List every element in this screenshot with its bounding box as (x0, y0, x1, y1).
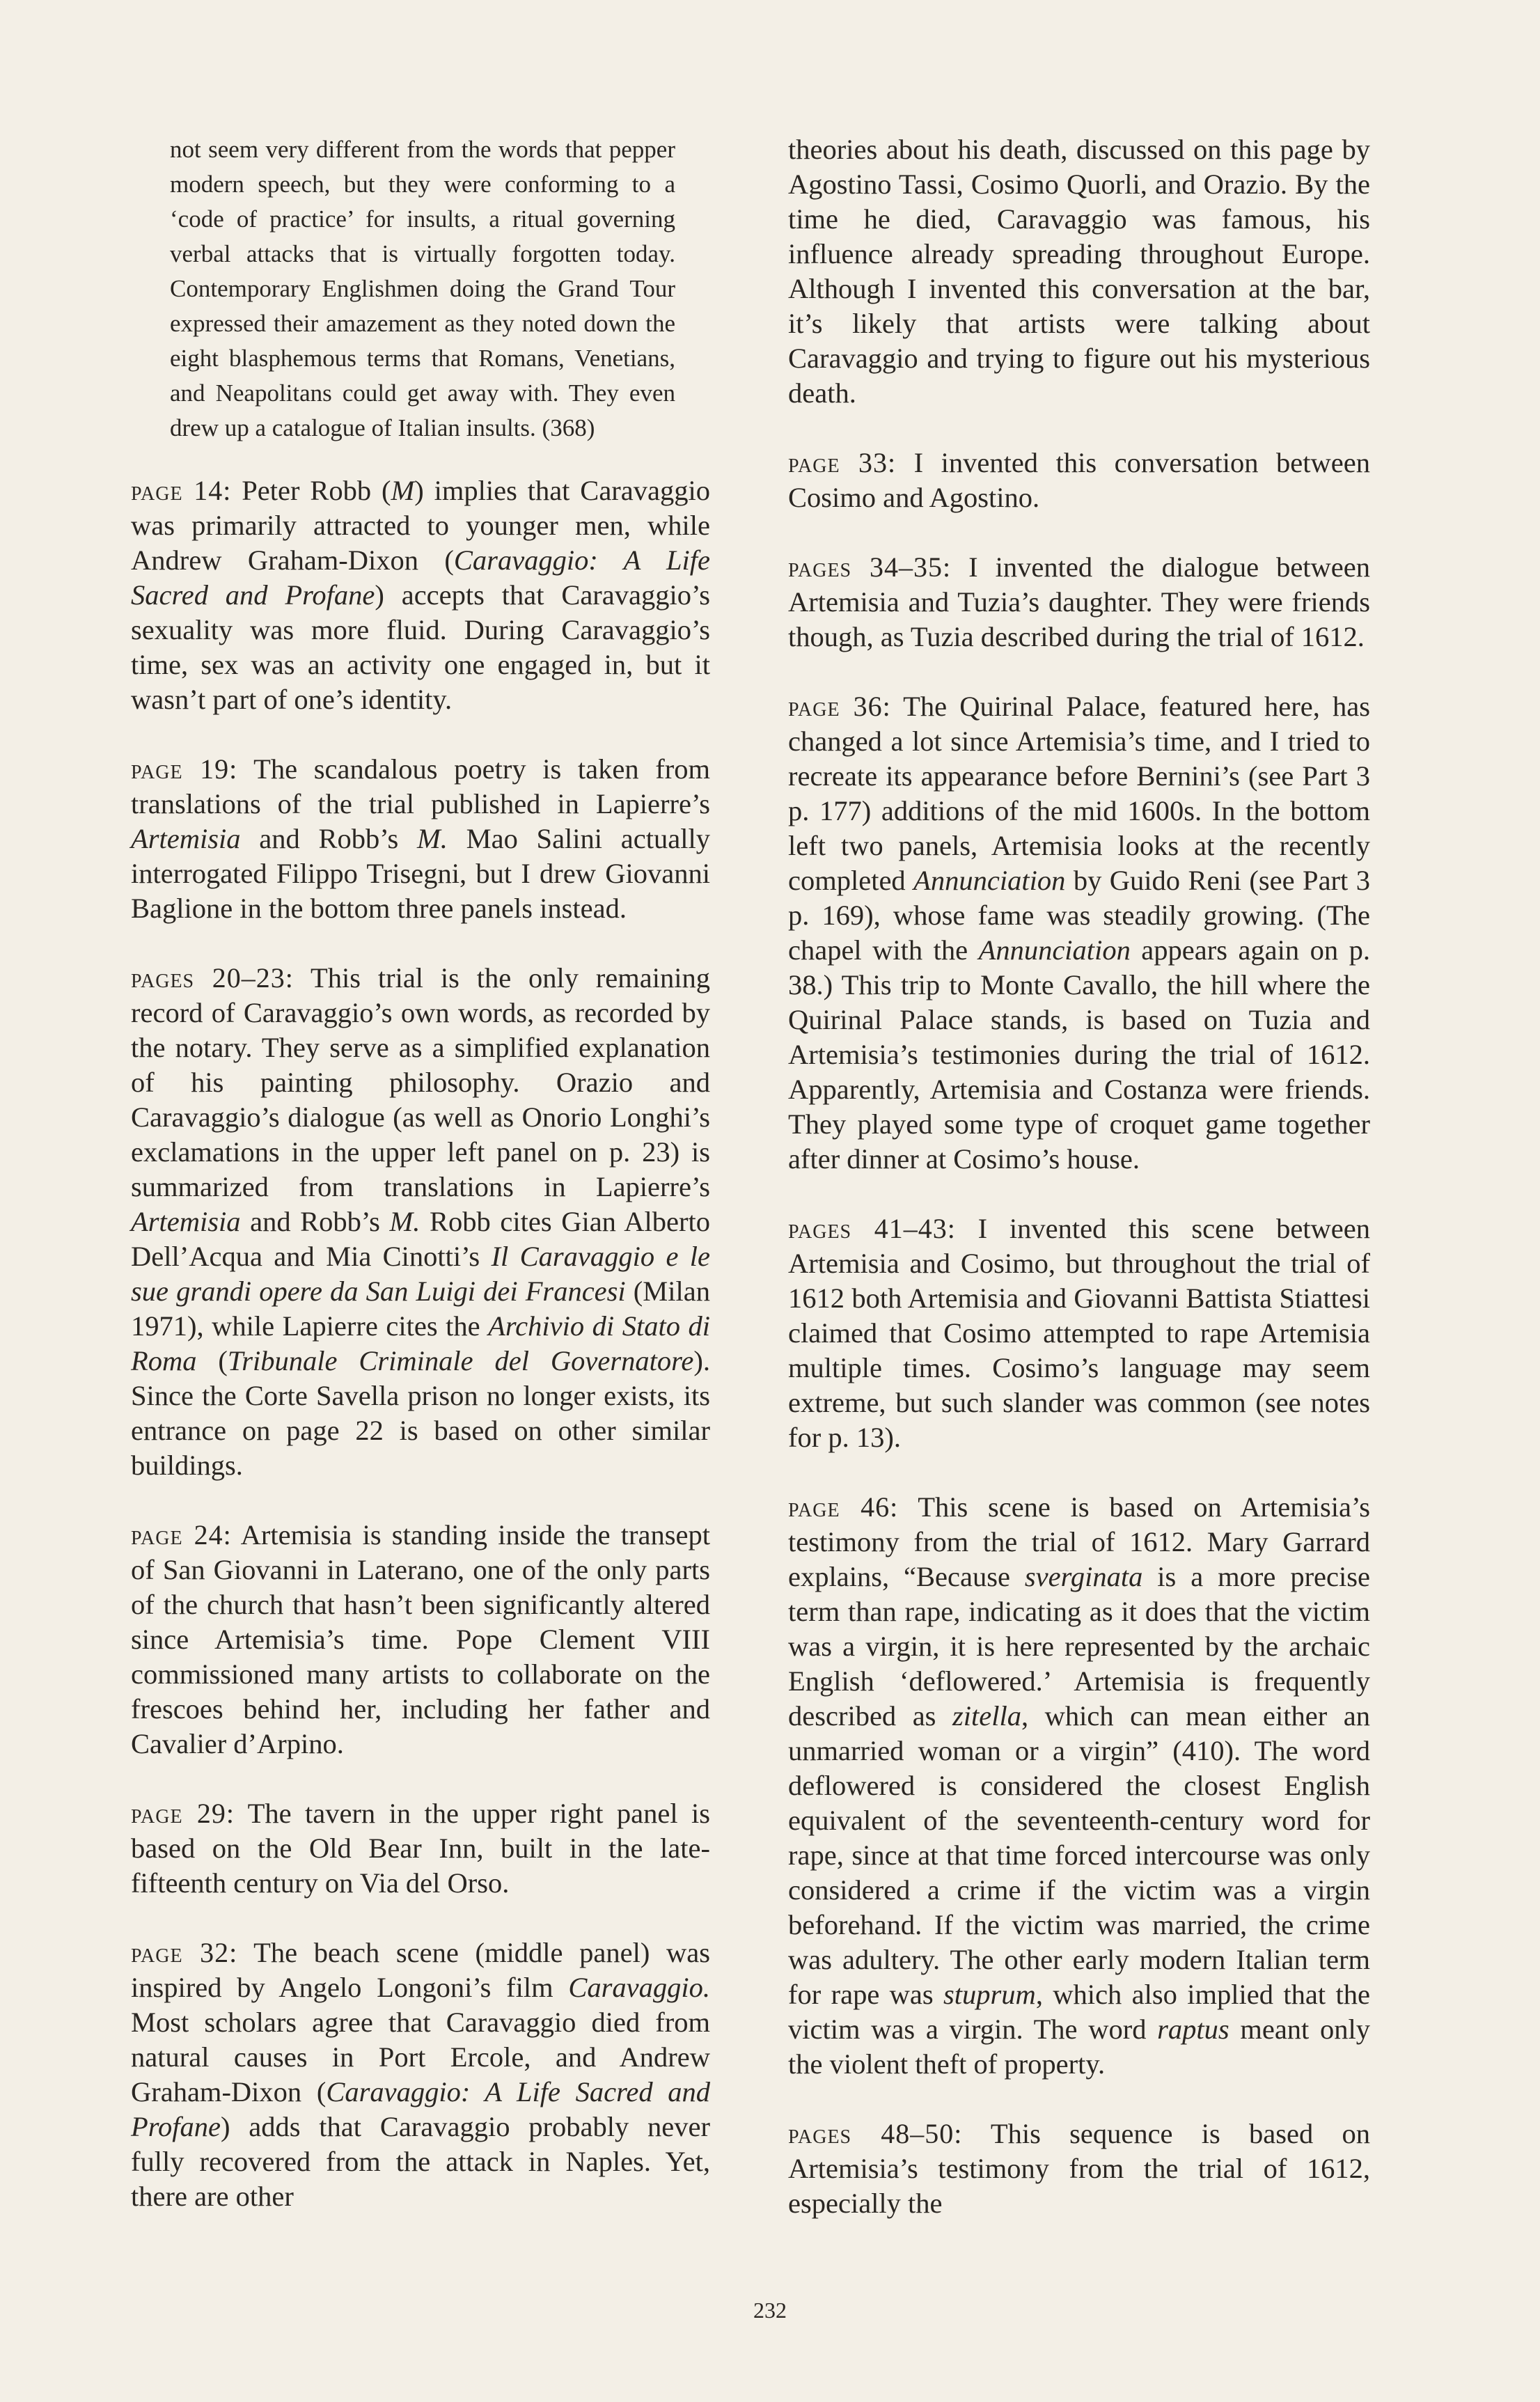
note-text: I invented this conversation between Cosimo and Agostino. (788, 447, 1370, 513)
italic-title: Tribunale Criminale del Governatore (227, 1345, 694, 1376)
note-text: ) adds that Caravaggio probably never fully recovered from the attack in Naples. Yet, there are other (131, 2111, 710, 2212)
note-page-label: page 32: (131, 1937, 238, 1968)
note-text: The Quirinal Palace, featured here, has changed a lot since Artemisia’s time, and I tried to recreate its appearance before Bernini’s (see Part 3 p. 177) additions of the mid 1600s. In the bottom left two panels, Artemisia looks at the recently completed (788, 691, 1370, 896)
italic-title: Artemisia (131, 1206, 241, 1237)
page-body (131, 132, 1370, 2221)
left-note (131, 473, 710, 717)
note-page-label: page 24: (131, 1519, 232, 1551)
right-note (788, 446, 1370, 515)
note-page-label: page 19: (131, 753, 238, 785)
note-text: and Robb’s (240, 823, 417, 854)
note-text: by Guido Reni (see Part 3 p. 169), whose fame was steadily growing. (The chapel with the (788, 865, 1370, 966)
note-text: The tavern in the upper right panel is based on the Old Bear Inn, built in the late-fifteenth century on Via del Orso. (131, 1798, 711, 1899)
italic-title: Annunciation (978, 934, 1131, 966)
note-text: Most scholars agree that Caravaggio died from natural causes in Port Ercole, and Andrew Graham-Dixon ( (131, 2007, 710, 2107)
note-text: and Robb’s (240, 1206, 390, 1237)
note-text: ( (196, 1345, 228, 1376)
italic-title: sverginata (1024, 1561, 1143, 1592)
right-note (788, 1211, 1370, 1455)
italic-title: Caravaggio: A Life Sacred and Profane (131, 2076, 710, 2142)
left-note (131, 1936, 710, 2214)
left-note (131, 752, 710, 926)
note-text: ) accepts that Caravaggio’s sexuality was more fluid. During Caravaggio’s time, sex was an activity one engaged in, but it wasn’t part of one’s identity. (131, 579, 711, 715)
italic-title: Archivio di Stato di Roma (131, 1310, 710, 1376)
right-notes (788, 132, 1370, 2221)
note-page-label: page 14: (131, 475, 232, 506)
block-quote: not seem very different from the words that pepper modern speech, but they were conforming to a ‘code of practice’ for insults, a ritual governing verbal attacks that is virtually forgotten today. Contemporary Englishmen doing the Grand Tour expressed their amazement as they noted down the eight blasphemous terms that Romans, Venetians, and Neapolitans could get away with. They even drew up a catalogue of Italian insults. (368) (170, 136, 675, 441)
note-page-label: page 33: (788, 447, 897, 478)
note-text: ). Since the Corte Savella prison no longer exists, its entrance on page 22 is based on other similar buildings. (131, 1345, 710, 1481)
note-text: appears again on p. 38.) This trip to Monte Cavallo, the hill where the Quirinal Palace stands, is based on Tuzia and Artemisia’s testimonies during the trial of 1612. Apparently, Artemisia and Costanza were friends. They played some type of croquet game together after dinner at Cosimo’s house. (788, 934, 1370, 1175)
note-text: The scandalous poetry is taken from translations of the trial published in Lapierre’s (131, 753, 710, 819)
page-number: 232 (753, 2298, 787, 2323)
left-column (131, 132, 710, 2221)
note-text: is a more precise term than rape, indicating as it does that the victim was a virgin, it is here represented by the archaic English ‘deflowered.’ Artemisia is frequently described as (788, 1561, 1370, 1732)
note-page-label: pages 20–23: (131, 962, 294, 994)
left-note (131, 1796, 710, 1901)
right-note (788, 2117, 1370, 2221)
right-note (788, 132, 1370, 411)
note-page-label: pages 41–43: (788, 1213, 956, 1244)
italic-title: Caravaggio: A Life Sacred and Profane (131, 544, 710, 611)
left-note (131, 961, 710, 1483)
note-page-label: page 46: (788, 1491, 899, 1523)
note-text: Peter Robb ( (231, 475, 391, 506)
note-text: , which can mean either an unmarried woman or a virgin” (410). The word deflowered is considered the closest English equivalent of the seventeenth-century word for rape, since at that time forced intercourse was only considered a crime if the victim was a virgin beforehand. If the victim was married, the crime was adultery. The other early modern Italian term for rape was (788, 1700, 1370, 2010)
note-text: , which also implied that the victim was a virgin. The word (788, 1979, 1370, 2045)
note-text: (Milan 1971), while Lapierre cites the (131, 1275, 710, 1342)
italic-title: Il Caravaggio e le sue grandi opere da San Luigi dei Francesi (131, 1241, 710, 1307)
note-text: theories about his death, discussed on this page by Agostino Tassi, Cosimo Quorli, and Orazio. By the time he died, Caravaggio was famous, his influence already spreading throughout Europe. Although I invented this conversation at the bar, it’s likely that artists were talking about Caravaggio and trying to figure out his mysterious death. (788, 134, 1370, 409)
italic-title: M (391, 475, 415, 506)
note-text: ) implies that Caravaggio was primarily attracted to younger men, while Andrew Graham-Dixon ( (131, 475, 710, 576)
note-text: meant only the violent theft of property. (788, 2014, 1370, 2080)
note-page-label: page 29: (131, 1798, 235, 1829)
note-page-label: pages 34–35: (788, 551, 952, 583)
italic-title: M. (416, 823, 448, 854)
italic-title: Caravaggio. (568, 1972, 710, 2003)
right-note (788, 550, 1370, 654)
note-text: I invented the dialogue between Artemisia and Tuzia’s daughter. They were friends though, as Tuzia described during the trial of 1612. (788, 551, 1370, 652)
italic-title: Artemisia (131, 823, 241, 854)
italic-title: zitella (952, 1700, 1021, 1732)
left-note (131, 1518, 710, 1761)
note-text: This scene is based on Artemisia’s testimony from the trial of 1612. Mary Garrard explains, “Because (788, 1491, 1370, 1592)
note-text: This trial is the only remaining record of Caravaggio’s own words, as recorded by the notary. They serve as a simplified explanation of his painting philosophy. Orazio and Caravaggio’s dialogue (as well as Onorio Longhi’s exclamations in the upper left panel on p. 23) is summarized from translations in Lapierre’s (131, 962, 711, 1202)
note-page-label: page 36: (788, 691, 891, 722)
right-column (788, 132, 1370, 2221)
note-text: Mao Salini actually interrogated Filippo Trisegni, but I drew Giovanni Baglione in the bottom three panels instead. (131, 823, 710, 924)
note-text: The beach scene (middle panel) was inspired by Angelo Longoni’s film (131, 1937, 710, 2003)
left-notes (131, 473, 710, 2214)
right-note (788, 1490, 1370, 2082)
note-text: Artemisia is standing inside the transept of San Giovanni in Laterano, one of the only parts of the church that hasn’t been significantly altered since Artemisia’s time. Pope Clement VIII commissioned many artists to collaborate on the frescoes behind her, including her father and Cavalier d’Arpino. (131, 1519, 710, 1759)
italic-title: Annunciation (913, 865, 1066, 896)
italic-title: raptus (1157, 2014, 1229, 2045)
note-text: This sequence is based on Artemisia’s testimony from the trial of 1612, especially the (788, 2118, 1370, 2219)
right-note (788, 689, 1370, 1177)
italic-title: M. (389, 1206, 421, 1237)
note-page-label: pages 48–50: (788, 2118, 963, 2149)
note-text: I invented this scene between Artemisia and Cosimo, but throughout the trial of 1612 both Artemisia and Giovanni Battista Stiattesi claimed that Cosimo attempted to rape Artemisia multiple times. Cosimo’s language may seem extreme, but such slander was common (see notes for p. 13). (788, 1213, 1371, 1453)
note-text: Robb cites Gian Alberto Dell’Acqua and Mia Cinotti’s (131, 1206, 710, 1272)
italic-title: stuprum (943, 1979, 1036, 2010)
